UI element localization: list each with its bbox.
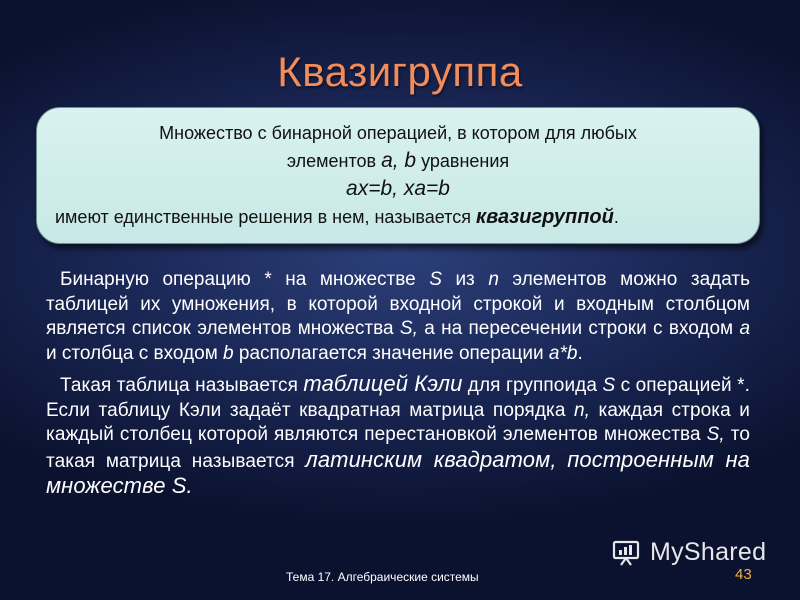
slide-body [46, 268, 750, 507]
definition-text: элементов [286, 151, 382, 171]
definition-text: имеют единственные решения в нем, называется [55, 207, 476, 227]
watermark-logo [612, 538, 766, 567]
page-number: 43 [735, 566, 752, 583]
brand-name: MyShared [650, 538, 767, 566]
definition-line-1: Множество с бинарной операцией, в котором для любых [159, 123, 637, 143]
definition-text: . [613, 207, 619, 227]
definition-line-4 [51, 203, 745, 231]
definition-variables: a, b [381, 149, 417, 172]
slide-title: Квазигруппа [277, 48, 523, 95]
definition-text: уравнения [416, 151, 510, 171]
definition-equations: ax=b, xa=b [346, 177, 450, 200]
footer-topic: Тема 17. Алгебраические системы [286, 570, 479, 584]
definition-box [36, 107, 760, 244]
presentation-icon [612, 539, 644, 567]
definition-term: квазигруппой [475, 206, 614, 228]
paragraph-1: Бинарную операцию * на множестве S из n элементов можно задать таблицей их умножения, в которой входной строкой и входным столбцом является список элементов множества S, а на пересечении строки с входом a и столбца с входом b располагается значение операции a*b. [46, 269, 751, 364]
definition-line-2 [51, 147, 745, 175]
paragraph-2: Такая таблица называется таблицей Кэли для группоида S с операцией *. Если таблицу Кэли задаёт квадратная матрица порядка n, каждая строка и каждый столбец которой являются перестановкой элементов множества S, то такая матрица называется латинским квадратом, построенным на множестве S. [46, 371, 751, 498]
